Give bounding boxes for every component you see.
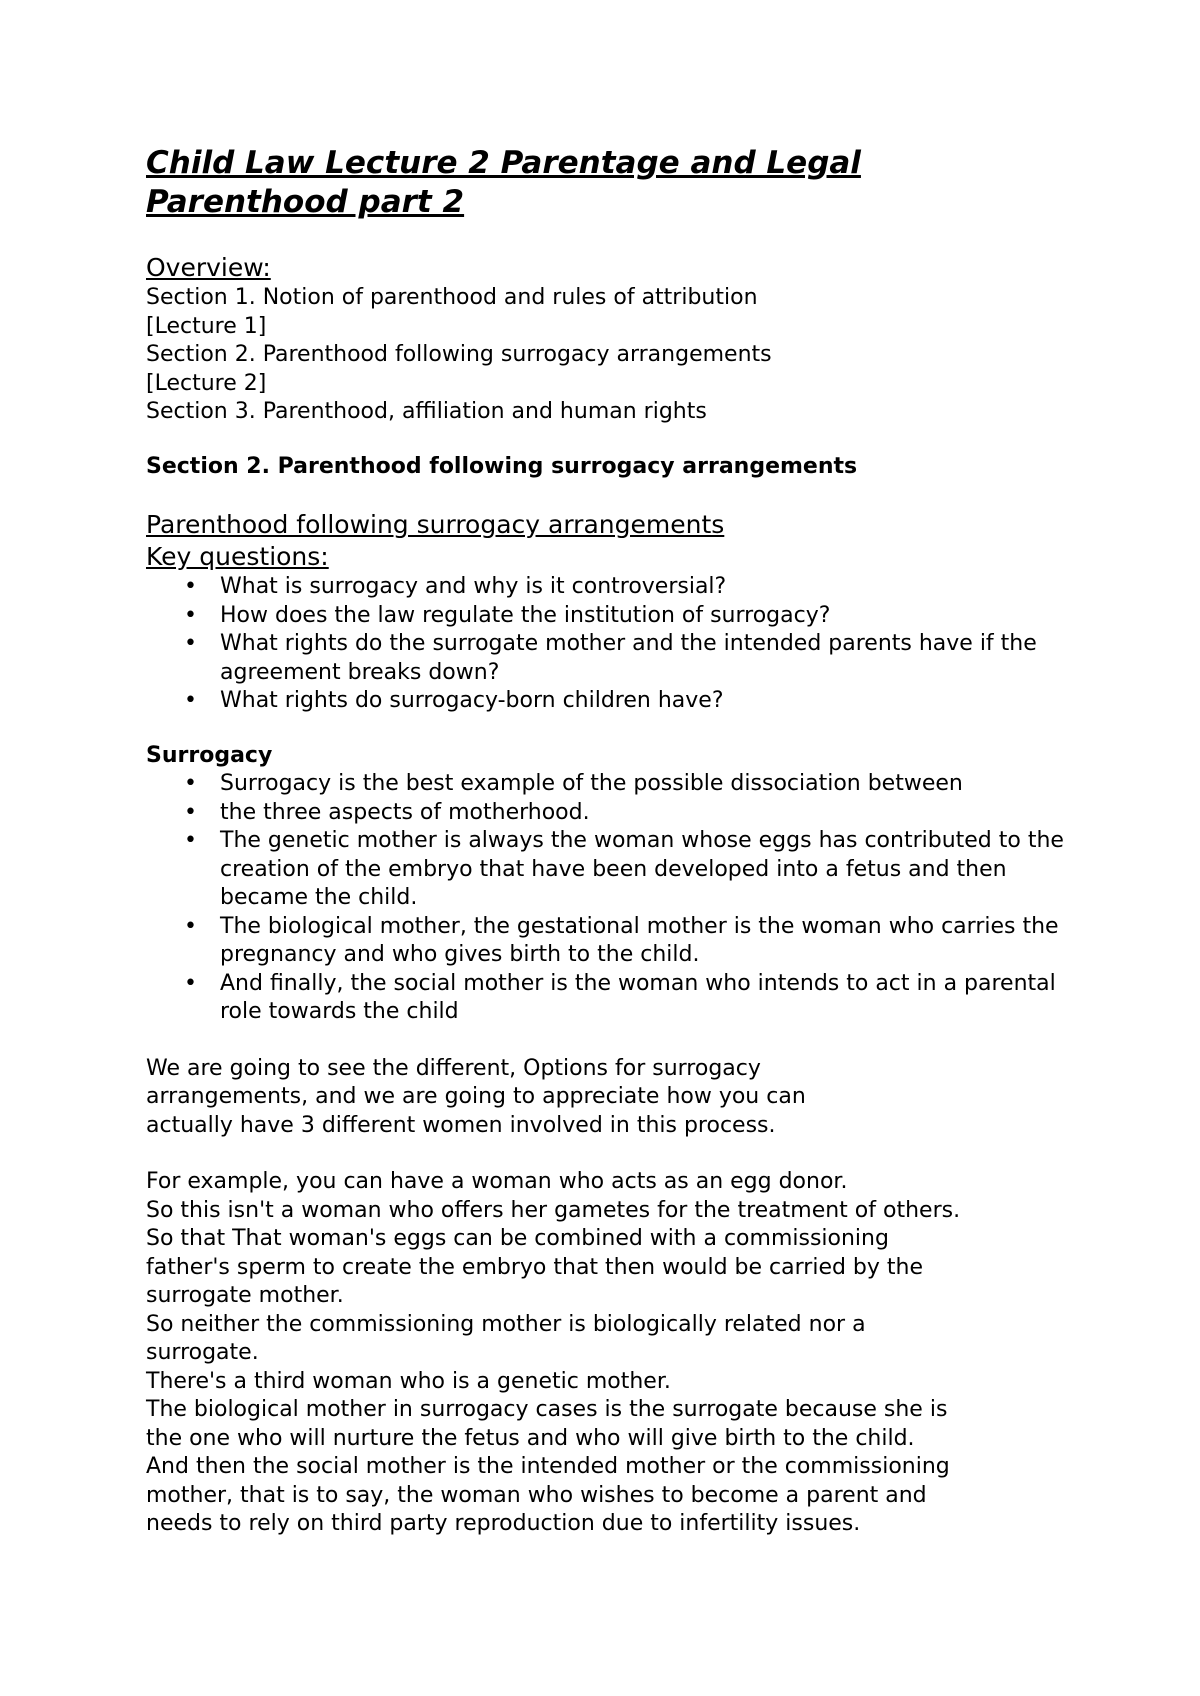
list-item-text: The genetic mother is always the woman whose eggs has contributed to the creation of the embryo that have been developed into a fetus and then became the child.	[220, 828, 1064, 910]
list-item	[146, 770, 1076, 799]
overview-heading: Overview:	[146, 253, 271, 282]
list-item-text: And finally, the social mother is the woman who intends to act in a parental role towards the child	[220, 970, 1056, 1024]
bullet-icon: •	[184, 828, 197, 853]
paragraph-line: So this isn't a woman who offers her gametes for the treatment of others.	[146, 1197, 961, 1223]
list-item-text: What rights do surrogacy-born children have?	[220, 688, 724, 713]
list-item	[146, 799, 1076, 828]
list-item	[146, 573, 1076, 602]
bullet-icon: •	[184, 771, 197, 796]
paragraph-line: surrogate.	[146, 1340, 259, 1365]
list-item-text: What rights do the surrogate mother and the intended parents have if the agreement breaks down?	[220, 631, 1037, 685]
paragraph-line: So that That woman's eggs can be combined with a commissioning	[146, 1226, 889, 1251]
list-item-text: Surrogacy is the best example of the possible dissociation between	[220, 771, 963, 796]
surrogacy-bullet-list	[146, 770, 1076, 1027]
bullet-icon: •	[184, 799, 197, 825]
bullet-icon: •	[184, 602, 197, 628]
list-item	[146, 630, 1076, 687]
list-item-text: the three aspects of motherhood.	[220, 799, 590, 825]
paragraph-line: We are going to see the different, Options for surrogacy	[146, 1055, 761, 1081]
list-item-text: The biological mother, the gestational mother is the woman who carries the pregnancy and who gives birth to the child.	[220, 913, 1059, 967]
overview-line: [Lecture 2]	[146, 370, 267, 396]
key-questions-label: Key questions:	[146, 542, 329, 571]
key-questions-list	[146, 573, 1076, 716]
bullet-icon: •	[184, 688, 197, 713]
surrogacy-parenthood-subheading: Parenthood following surrogacy arrangements	[146, 510, 725, 539]
paragraph-line: There's a third woman who is a genetic mother.	[146, 1368, 671, 1394]
list-item	[146, 913, 1076, 970]
paragraph-line: father's sperm to create the embryo that then would be carried by the	[146, 1254, 924, 1280]
surrogacy-heading: Surrogacy	[146, 742, 273, 768]
paragraph-line: surrogate mother.	[146, 1283, 344, 1308]
document-title-line-2: Parenthood part 2	[146, 184, 465, 220]
bullet-icon: •	[184, 631, 197, 656]
paragraph-line: arrangements, and we are going to appreciate how you can	[146, 1084, 806, 1109]
paragraph-line: For example, you can have a woman who acts as an egg donor.	[146, 1169, 848, 1194]
list-item	[146, 970, 1076, 1027]
overview-line: [Lecture 1]	[146, 313, 267, 339]
document-title	[146, 144, 1076, 222]
bullet-icon: •	[184, 970, 197, 996]
paragraph-line: needs to rely on third party reproduction due to infertility issues.	[146, 1511, 861, 1536]
bullet-icon: •	[184, 574, 197, 599]
paragraph-options	[146, 1055, 1076, 1141]
paragraph-line: And then the social mother is the intended mother or the commissioning	[146, 1454, 950, 1479]
overview-line: Section 2. Parenthood following surrogacy arrangements	[146, 342, 772, 367]
list-item	[146, 602, 1076, 631]
list-item-text: What is surrogacy and why is it controversial?	[220, 574, 727, 599]
list-item	[146, 687, 1076, 716]
document-page	[146, 144, 1076, 1539]
overview-line: Section 3. Parenthood, affiliation and human rights	[146, 399, 707, 424]
paragraph-example	[146, 1168, 1076, 1539]
overview-line: Section 1. Notion of parenthood and rules of attribution	[146, 285, 758, 310]
paragraph-line: So neither the commissioning mother is biologically related nor a	[146, 1311, 866, 1337]
paragraph-line: The biological mother in surrogacy cases is the surrogate because she is	[146, 1397, 948, 1422]
paragraph-line: the one who will nurture the fetus and who will give birth to the child.	[146, 1425, 915, 1451]
list-item-text: How does the law regulate the institution of surrogacy?	[220, 602, 831, 628]
document-title-line-1: Child Law Lecture 2 Parentage and Legal	[146, 145, 861, 181]
section-2-heading: Section 2. Parenthood following surrogacy arrangements	[146, 453, 858, 479]
list-item	[146, 827, 1076, 913]
bullet-icon: •	[184, 913, 197, 939]
paragraph-line: mother, that is to say, the woman who wishes to become a parent and	[146, 1482, 927, 1508]
paragraph-line: actually have 3 different women involved in this process.	[146, 1112, 776, 1138]
